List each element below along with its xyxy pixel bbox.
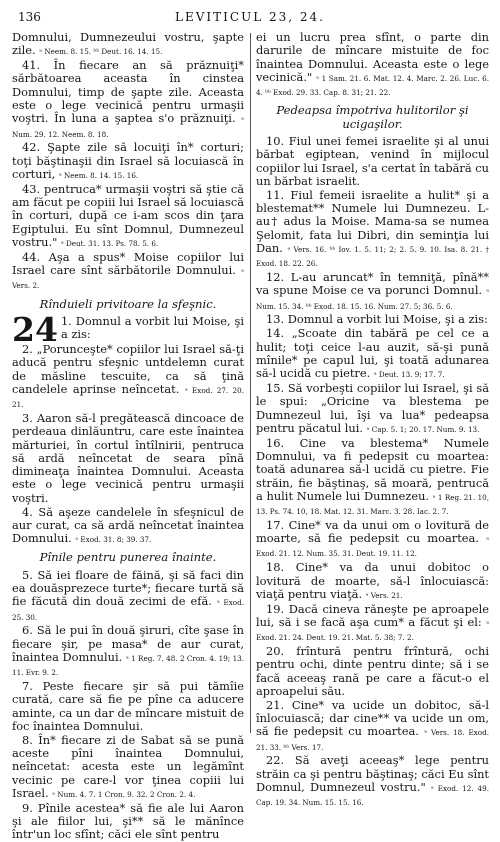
- verse-24-2: 2. „Porunceşte* copiilor lui Israel să-ţi aducă pentru sfeşnic untdelemn curat de măsline tescuite, ca să ţină candelele aprinse neîncetat. ᵃ Exod. 27. 20. 21.: [12, 341, 244, 410]
- verse-24-8: 8. În* fiecare zi de Sabat să se pună aceste pîni înaintea Domnului, neîncetat: acesta este un legămînt vecinic pe care-l vor ţinea copiii lui Israel. ᵃ Num. 4. 7. 1 Cron. 9. 32. 2 Cron. 2. 4.: [12, 732, 244, 800]
- cross-reference: ᵃ Neem. 8. 14. 15. 16.: [58, 170, 139, 180]
- cross-reference: ᵃ Deut. 31. 13. Ps. 78. 5. 6.: [60, 238, 159, 248]
- verse-24-9: 9. Pînile acestea* să fie ale lui Aaron şi ale fiilor lui, şi** să le mănînce într'un loc sfînt; căci ele sînt pentru: [12, 800, 244, 842]
- verse-24-3: 3. Aaron să-l pregătească dincoace de perdeaua dinlăuntru, care este înaintea mărturiei, în cortul întîlnirii, pentruca să ardă neîncetat de seara pînă dimineaţa înaintea Domnului. Aceasta este o lege vecinică pentru urmaşii voştri.: [12, 410, 244, 505]
- section-heading-showbread: Pînile pentru punerea înainte.: [39, 550, 217, 565]
- cross-reference: ᵃ Num. 4. 7. 1 Cron. 9. 32. 2 Cron. 2. 4.: [52, 789, 196, 799]
- section-heading-blasphemers: Pedeapsa împotriva hulitorilor şi ucigaşilor.: [276, 103, 469, 131]
- verse-24-10: 10. Fiul unei femei israelite şi al unui bărbat egiptean, venind în mijlocul copiilor lui Israel, s'a certat în tabără cu un bărbat israelit.: [256, 134, 489, 188]
- verse-24-13: 13. Domnul a vorbit lui Moise, şi a zis:: [266, 312, 488, 327]
- cross-reference: ᵃ Neem. 8. 15. ᵇᵇ Deut. 16. 14. 15.: [39, 47, 163, 57]
- cross-reference: ᵃ 1 Reg. 21. 10, 13. Ps. 74. 10, 18. Mat. 12. 31. Marc. 3. 28. Iac. 2. 7.: [256, 492, 489, 517]
- cross-reference: ᵃ Exod. 21. 12. Num. 35. 31. Deut. 19. 11. 12.: [256, 535, 489, 559]
- cross-reference: ᵃ Vers. 16. ᵇᵇ Iov. 1. 5. 11; 2; 2. 5. 9. 10. Isa. 8. 21. † Exod. 18. 22. 26.: [256, 244, 489, 269]
- cross-reference: ᵃ Exod. 21. 24. Deut. 19. 21. Mat. 5. 38; 7. 2.: [256, 618, 489, 643]
- cross-reference: ᵃ Exod. 31. 8; 39. 37.: [75, 535, 152, 545]
- verse-24-18: 18. Cine* va da unui dobitoc o lovitură de moarte, să-l înlocuiască: viaţă pentru viaţă. ᵃ Vers. 21.: [256, 560, 489, 601]
- verse-24-7: 7. Peste fiecare şir să pui tămîie curată, care să fie pe pîne ca aducere aminte, ca un dar de mîncare mistuit de foc înaintea Domnului.: [12, 679, 244, 733]
- page-number: 136: [18, 10, 41, 24]
- right-column: [256, 31, 489, 810]
- section-heading-lampstand: Rînduieli privitoare la sfeşnic.: [39, 296, 217, 311]
- cross-reference: ᵃ Num. 29. 12. Neem. 8. 18.: [12, 115, 244, 139]
- verse-24-16: 16. Cine va blestema* Numele Domnului, va fi pedepsit cu moartea: toată adunarea să-l ucidă cu pietre. Fie străin, fie băştinaş, să moară, pentrucă a hulit Numele lui Dumnezeu. ᵃ 1 Reg. 21. 10, 13. Ps. 74. 10, 18. Mat. 12. 31. Marc. 3. 28. Iac. 2. 7.: [256, 435, 489, 517]
- verse-24-19: 19. Dacă cineva răneşte pe aproapele lui, să i se facă aşa cum* a făcut şi el: ᵃ Exod. 21. 24. Deut. 19. 21. Mat. 5. 38; 7. 2.: [256, 601, 489, 643]
- verse-24-5: 5. Să iei floare de făină, şi să faci din ea douăsprezece turte*; fiecare turtă să fie făcută din două zecimi de efă. ᵃ Exod. 25. 30.: [12, 567, 245, 622]
- cross-reference: ᵃ Deut. 13. 9; 17. 7.: [373, 370, 445, 380]
- verse-24-4: 4. Să aşeze candelele în sfeşnicul de aur curat, ca să ardă neîncetat înaintea Domnului. ᵃ Exod. 31. 8; 39. 37.: [12, 504, 244, 546]
- cross-reference: ᵃ Vers. 18. Exod. 21. 33. ᵇᵇ Vers. 17.: [256, 728, 489, 752]
- verse-24-15: 15. Să vorbeşti copiilor lui Israel, şi să le spui: „Oricine va blestema pe Dumnezeul lui, îşi va lua* pedeapsa pentru păcatul lui. ᵃ Cap. 5. 1; 20. 17. Num. 9. 13.: [256, 380, 489, 435]
- verse-24-1: 1. Domnul a vorbit lui Moise, şi a zis:: [60, 314, 244, 342]
- cross-reference: ᵃ Exod. 27. 20. 21.: [12, 385, 244, 410]
- column-divider: [250, 33, 251, 733]
- cross-reference: ᵃ 1 Sam. 21. 6. Mat. 12. 4. Marc. 2. 26. Luc. 6. 4. ᵇᵇ Exod. 29. 33. Cap. 8. 31; 21. 22.: [256, 73, 489, 98]
- verse-24-22: 22. Să aveţi aceeaş* lege pentru străin ca şi pentru băştinaş; căci Eu sînt Domnul, Dumnezeul vostru." ᵃ Exod. 12. 49. Cap. 19. 34. Num. 15. 15. 16.: [256, 753, 489, 808]
- verse-23-41: 41. În fiecare an să prăznuiţi* sărbătoarea aceasta în cinstea Domnului, timp de şapte zile. Aceasta este o lege vecinică pentru urmaşii voştri. În luna a şaptea s'o prăznuiţi. ᵃ Num. 29. 12. Neem. 8. 18.: [12, 58, 244, 139]
- verse-23-40-end: Domnului, Dumnezeului vostru, şapte zile. ᵃ Neem. 8. 15. ᵇᵇ Deut. 16. 14. 15.: [12, 30, 244, 58]
- verse-24-6: 6. Să le pui în două şiruri, cîte şase în fiecare şir, pe masa* de aur curat, înaintea Domnului. ᵃ 1 Reg. 7. 48. 2 Cron. 4. 19; 13. 11. Evr. 9. 2.: [12, 623, 244, 678]
- cross-reference: ᵃ Cap. 5. 1; 20. 17. Num. 9. 13.: [366, 424, 480, 434]
- cross-reference: ᵃ Exod. 25. 30.: [12, 598, 245, 622]
- verse-24-20: 20. frîntură pentru frîntură, ochi pentru ochi, dinte pentru dinte; să i se facă aceeaş rană pe care a făcut-o el aproapelui său.: [256, 644, 489, 698]
- verse-24-21: 21. Cine* va ucide un dobitoc, să-l înlocuiască; dar cine** va ucide un om, să fie pedepsit cu moartea. ᵃ Vers. 18. Exod. 21. 33. ᵇᵇ Vers. 17.: [256, 697, 489, 752]
- verse-24-14: 14. „Scoate din tabără pe cel ce a hulit; toţi ceice l-au auzit, să-şi pună mînile* pe capul lui, şi toată adunarea să-l ucidă cu pietre. ᵃ Deut. 13. 9; 17. 7.: [256, 326, 489, 381]
- cross-reference: ᵃ 1 Reg. 7. 48. 2 Cron. 4. 19; 13. 11. Evr. 9. 2.: [12, 653, 244, 678]
- cross-reference: ᵃ Vers. 2.: [12, 267, 244, 291]
- verse-24-9-end: ei un lucru prea sfînt, o parte din darurile de mîncare mistuite de foc înaintea Domnului. Aceasta este o lege vecinică." ᵃ 1 Sam. 21. 6. Mat. 12. 4. Marc. 2. 26. Luc. 6. 4. ᵇᵇ Exod. 29. 33. Cap. 8. 31; 21. 22.: [256, 30, 489, 98]
- cross-reference: ᵃ Num. 15. 34. ᵇᵇ Exod. 18. 15. 16. Num. 27. 5; 36. 5. 6.: [256, 287, 489, 311]
- cross-reference: ᵃ Exod. 12. 49. Cap. 19. 34. Num. 15. 15. 16.: [256, 784, 489, 808]
- verse-24-11: 11. Fiul femeii israelite a hulit* şi a blestemat** Numele lui Dumnezeu. L-au† adus la Moise. Mama-sa se numea Şelomit, fata lui Dibri, din seminţia lui Dan. ᵃ Vers. 16. ᵇᵇ Iov. 1. 5. 11; 2; 2. 5. 9. 10. Isa. 8. 21. † Exod. 18. 22. 26.: [256, 187, 489, 269]
- running-header: [10, 10, 490, 26]
- cross-reference: ᵃ Vers. 21.: [365, 590, 403, 600]
- left-column: [12, 31, 244, 842]
- chapter-number-dropcap: 24: [12, 314, 58, 343]
- verse-23-44: 44. Aşa a spus* Moise copiilor lui Israel care sînt sărbătorile Domnului. ᵃ Vers. 2.: [12, 249, 244, 291]
- running-title: LEVITICUL 23, 24.: [175, 10, 325, 24]
- chapter-24-start: [12, 315, 244, 343]
- verse-24-17: 17. Cine* va da unui om o lovitură de moarte, să fie pedepsit cu moartea. ᵃ Exod. 21. 12. Num. 35. 31. Deut. 19. 11. 12.: [256, 517, 489, 559]
- verse-23-43: 43. pentruca* urmaşii voştri să ştie că am făcut pe copiii lui Israel să locuiască în corturi, după ce i-am scos din ţara Egiptului. Eu sînt Domnul, Dumnezeul vostru." ᵃ Deut. 31. 13. Ps. 78. 5. 6.: [12, 181, 244, 249]
- verse-23-42: 42. Şapte zile să locuiţi în* corturi; toţi băştinaşii din Israel să locuiască în corturi, ᵃ Neem. 8. 14. 15. 16.: [12, 140, 244, 181]
- verse-24-12: 12. L-au aruncat* în temniţă, pînă** va spune Moise ce va porunci Domnul. ᵃ Num. 15. 34. ᵇᵇ Exod. 18. 15. 16. Num. 27. 5; 36. 5. 6.: [256, 270, 489, 311]
